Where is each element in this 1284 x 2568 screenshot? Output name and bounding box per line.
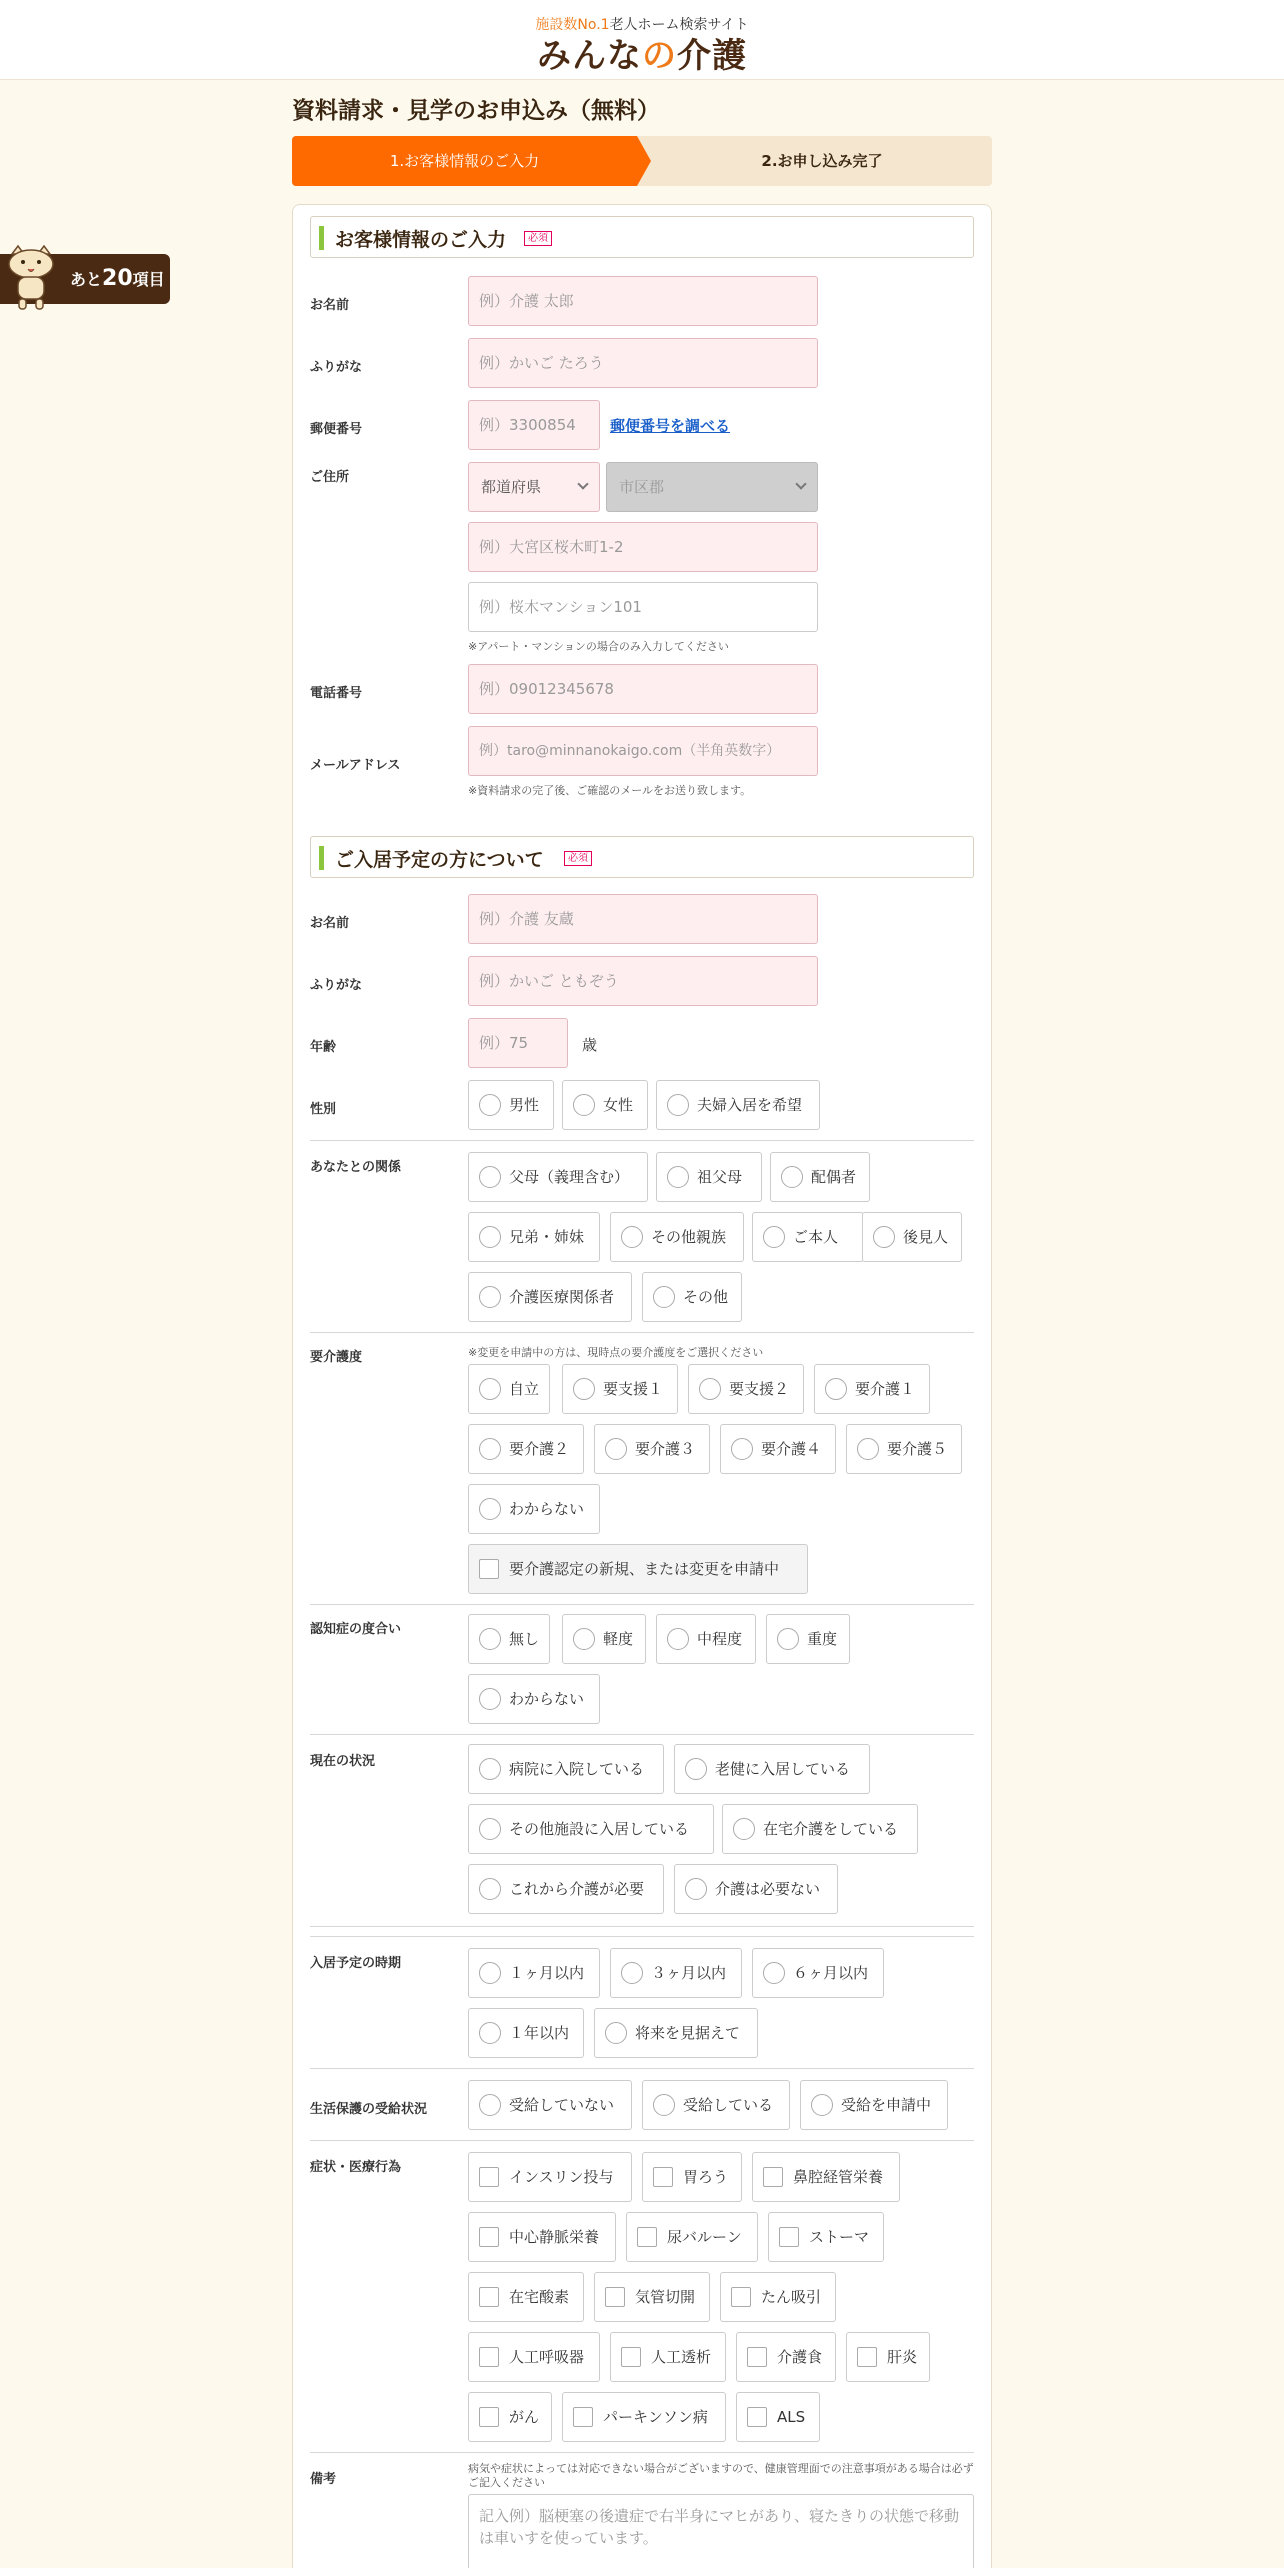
radio-icon[interactable] <box>857 1438 879 1460</box>
radio-icon[interactable] <box>479 1878 501 1900</box>
medical-checkbox[interactable]: 鼻腔経管栄養 <box>752 2152 900 2202</box>
mail-input[interactable]: 例）taro@minnanokaigo.com（半角英数字） <box>468 726 818 776</box>
relation-option[interactable]: その他親族 <box>610 1212 744 1262</box>
radio-icon[interactable] <box>733 1818 755 1840</box>
radio-icon[interactable] <box>653 1286 675 1308</box>
radio-icon[interactable] <box>605 2022 627 2044</box>
checkbox-icon[interactable] <box>747 2407 767 2427</box>
radio-icon[interactable] <box>781 1166 803 1188</box>
medical-checkbox[interactable]: 人工透析 <box>610 2332 726 2382</box>
checkbox-icon[interactable] <box>763 2167 783 2187</box>
label-current-status: 現在の状況 <box>310 1754 376 1769</box>
name-input[interactable]: 例）介護 太郎 <box>468 276 818 326</box>
radio-icon[interactable] <box>479 1628 501 1650</box>
radio-icon[interactable] <box>763 1962 785 1984</box>
sex-option[interactable]: 夫婦入居を希望 <box>656 1080 820 1130</box>
radio-icon[interactable] <box>667 1166 689 1188</box>
relation-option[interactable]: その他 <box>642 1272 742 1322</box>
label-name: お名前 <box>310 298 350 313</box>
radio-icon[interactable] <box>479 1688 501 1710</box>
checkbox-icon[interactable] <box>605 2287 625 2307</box>
radio-icon[interactable] <box>621 1226 643 1248</box>
radio-icon[interactable] <box>573 1628 595 1650</box>
welfare-option[interactable]: 受給している <box>642 2080 790 2130</box>
site-logo[interactable]: みんなの介護 <box>537 36 747 76</box>
section-accent <box>319 846 324 870</box>
age-input[interactable]: 例）75 <box>468 1018 568 1068</box>
relation-option[interactable]: 兄弟・姉妹 <box>468 1212 600 1262</box>
checkbox-icon[interactable] <box>731 2287 751 2307</box>
checkbox-icon[interactable] <box>857 2347 877 2367</box>
medical-checkbox[interactable]: 人工呼吸器 <box>468 2332 600 2382</box>
radio-icon[interactable] <box>685 1758 707 1780</box>
medical-checkbox[interactable]: たん吸引 <box>720 2272 836 2322</box>
radio-icon[interactable] <box>479 1166 501 1188</box>
remaining-items-badge: あと20項目 <box>0 254 170 304</box>
relation-option[interactable]: 祖父母 <box>656 1152 762 1202</box>
checkbox-icon[interactable] <box>621 2347 641 2367</box>
label-zip: 郵便番号 <box>310 422 363 437</box>
care-option[interactable]: 要介護３ <box>594 1424 710 1474</box>
label-resident-name: お名前 <box>310 916 350 931</box>
radio-icon[interactable] <box>699 1378 721 1400</box>
progress-steps <box>292 136 992 186</box>
zip-lookup-link[interactable]: 郵便番号を調べる <box>610 417 731 435</box>
checkbox-icon[interactable] <box>479 2227 499 2247</box>
relation-option[interactable]: 父母（義理含む） <box>468 1152 648 1202</box>
label-resident-kana: ふりがな <box>310 978 363 993</box>
divider <box>310 2140 974 2141</box>
radio-icon[interactable] <box>573 1378 595 1400</box>
sex-option[interactable]: 女性 <box>562 1080 648 1130</box>
label-remarks: 備考 <box>310 2472 337 2487</box>
label-address: ご住所 <box>310 470 350 485</box>
section-resident-info <box>310 836 974 878</box>
radio-icon[interactable] <box>731 1438 753 1460</box>
label-welfare: 生活保護の受給状況 <box>310 2102 428 2117</box>
care-option[interactable]: 要介護４ <box>720 1424 836 1474</box>
radio-icon[interactable] <box>479 1758 501 1780</box>
label-care-level: 要介護度 <box>310 1350 363 1365</box>
divider <box>310 1332 974 1333</box>
zip-input[interactable]: 例）3300854 <box>468 400 600 450</box>
cat-mascot-icon <box>4 244 58 310</box>
chevron-down-icon <box>795 478 806 489</box>
checkbox-icon[interactable] <box>479 1559 499 1579</box>
checkbox-icon[interactable] <box>653 2167 673 2187</box>
radio-icon[interactable] <box>479 2094 501 2116</box>
time-option[interactable]: ３ヶ月以内 <box>610 1948 742 1998</box>
care-option[interactable]: 要支援１ <box>562 1364 678 1414</box>
radio-icon[interactable] <box>685 1878 707 1900</box>
label-relation: あなたとの関係 <box>310 1160 402 1175</box>
label-age: 年齢 <box>310 1040 337 1055</box>
checkbox-icon[interactable] <box>573 2407 593 2427</box>
relation-option[interactable]: ご本人 <box>752 1212 864 1262</box>
checkbox-icon[interactable] <box>637 2227 657 2247</box>
dementia-option[interactable]: 軽度 <box>562 1614 646 1664</box>
step-arrow <box>637 136 651 186</box>
radio-icon[interactable] <box>479 1094 501 1116</box>
relation-option[interactable]: 後見人 <box>862 1212 962 1262</box>
required-badge: 必須 <box>564 851 592 866</box>
site-header <box>0 0 1284 80</box>
dementia-option[interactable]: 中程度 <box>656 1614 756 1664</box>
city-select[interactable]: 市区郡 <box>606 462 818 512</box>
radio-icon[interactable] <box>667 1628 689 1650</box>
checkbox-icon[interactable] <box>479 2347 499 2367</box>
radio-icon[interactable] <box>621 1962 643 1984</box>
label-dementia: 認知症の度合い <box>310 1622 402 1637</box>
page-title: 資料請求・見学のお申込み（無料） <box>292 98 660 124</box>
checkbox-icon[interactable] <box>747 2347 767 2367</box>
medical-checkbox[interactable]: インスリン投与 <box>468 2152 632 2202</box>
welfare-option[interactable]: 受給していない <box>468 2080 632 2130</box>
time-option[interactable]: １年以内 <box>468 2008 584 2058</box>
radio-icon[interactable] <box>777 1628 799 1650</box>
radio-icon[interactable] <box>811 2094 833 2116</box>
remarks-note: 病気や症状によっては対応できない場合がございますので、健康管理面での注意事項がある場合は必ずご記入ください <box>468 2462 974 2489</box>
radio-icon[interactable] <box>667 1094 689 1116</box>
radio-icon[interactable] <box>479 1818 501 1840</box>
radio-icon[interactable] <box>573 1094 595 1116</box>
divider <box>310 1926 974 1927</box>
status-option[interactable]: これから介護が必要 <box>468 1864 664 1914</box>
chevron-down-icon <box>577 478 588 489</box>
mail-note: ※資料請求の完了後、ご確認のメールをお送り致します。 <box>468 784 752 797</box>
remarks-textarea[interactable]: 記入例）脳梗塞の後遺症で右半身にマヒがあり、寝たきりの状態で移動は車いすを使っています。 <box>468 2494 974 2568</box>
time-option[interactable]: １ヶ月以内 <box>468 1948 600 1998</box>
radio-icon[interactable] <box>479 1962 501 1984</box>
time-option[interactable]: 将来を見据えて <box>594 2008 758 2058</box>
relation-option[interactable]: 介護医療関係者 <box>468 1272 632 1322</box>
checkbox-icon[interactable] <box>479 2407 499 2427</box>
section-title: ご入居予定の方について <box>335 849 544 871</box>
radio-icon[interactable] <box>479 1438 501 1460</box>
radio-icon[interactable] <box>873 1226 895 1248</box>
status-option[interactable]: 病院に入院している <box>468 1744 664 1794</box>
medical-checkbox[interactable]: パーキンソン病 <box>562 2392 726 2442</box>
sex-option[interactable]: 男性 <box>468 1080 554 1130</box>
care-applying-checkbox[interactable]: 要介護認定の新規、または変更を申請中 <box>468 1544 808 1594</box>
radio-icon[interactable] <box>763 1226 785 1248</box>
status-option[interactable]: 在宅介護をしている <box>722 1804 918 1854</box>
medical-checkbox[interactable]: 介護食 <box>736 2332 836 2382</box>
resident-kana-input[interactable]: 例）かいご ともぞう <box>468 956 818 1006</box>
medical-checkbox[interactable]: 中心静脈栄養 <box>468 2212 616 2262</box>
radio-icon[interactable] <box>479 1226 501 1248</box>
required-badge: 必須 <box>524 231 552 246</box>
care-option[interactable]: 要介護２ <box>468 1424 584 1474</box>
care-option[interactable]: 要支援２ <box>688 1364 804 1414</box>
welfare-option[interactable]: 受給を申請中 <box>800 2080 948 2130</box>
radio-icon[interactable] <box>653 2094 675 2116</box>
status-option[interactable]: その他施設に入居している <box>468 1804 714 1854</box>
care-option[interactable]: 要介護１ <box>814 1364 930 1414</box>
relation-option[interactable]: 配偶者 <box>770 1152 870 1202</box>
section-customer-info <box>310 216 974 258</box>
divider <box>310 2068 974 2069</box>
care-note: ※変更を申請中の方は、現時点の要介護度をご選択ください <box>468 1346 764 1359</box>
step-current: 1.お客様情報のご入力 <box>292 136 637 186</box>
medical-checkbox[interactable]: 在宅酸素 <box>468 2272 584 2322</box>
dementia-option[interactable]: わからない <box>468 1674 600 1724</box>
label-tel: 電話番号 <box>310 686 363 701</box>
label-move-in-time: 入居予定の時期 <box>310 1956 402 1971</box>
checkbox-icon[interactable] <box>479 2287 499 2307</box>
radio-icon[interactable] <box>825 1378 847 1400</box>
label-sex: 性別 <box>310 1102 337 1117</box>
medical-checkbox[interactable]: ストーマ <box>768 2212 884 2262</box>
label-medical: 症状・医療行為 <box>310 2160 402 2175</box>
care-option[interactable]: 要介護５ <box>846 1424 962 1474</box>
step-next: 2.お申し込み完了 <box>761 152 883 170</box>
address-note: ※アパート・マンションの場合のみ入力してください <box>468 640 729 653</box>
time-option[interactable]: ６ヶ月以内 <box>752 1948 884 1998</box>
tel-input[interactable]: 例）09012345678 <box>468 664 818 714</box>
care-option[interactable]: 自立 <box>468 1364 550 1414</box>
checkbox-icon[interactable] <box>479 2167 499 2187</box>
radio-icon[interactable] <box>479 1378 501 1400</box>
medical-checkbox[interactable]: 肝炎 <box>846 2332 930 2382</box>
medical-checkbox[interactable]: 胃ろう <box>642 2152 742 2202</box>
kana-input[interactable]: 例）かいご たろう <box>468 338 818 388</box>
divider <box>310 1604 974 1605</box>
site-tagline: 施設数No.1老人ホーム検索サイト <box>535 17 749 33</box>
radio-icon[interactable] <box>605 1438 627 1460</box>
divider <box>310 1140 974 1141</box>
label-kana: ふりがな <box>310 360 363 375</box>
resident-name-input[interactable]: 例）介護 友蔵 <box>468 894 818 944</box>
medical-checkbox[interactable]: ALS <box>736 2392 820 2442</box>
medical-checkbox[interactable]: がん <box>468 2392 552 2442</box>
divider <box>310 2452 974 2453</box>
dementia-option[interactable]: 無し <box>468 1614 550 1664</box>
divider <box>310 1936 974 1937</box>
care-option[interactable]: わからない <box>468 1484 600 1534</box>
dementia-option[interactable]: 重度 <box>766 1614 850 1664</box>
label-mail: メールアドレス <box>310 758 401 773</box>
radio-icon[interactable] <box>479 2022 501 2044</box>
prefecture-select[interactable]: 都道府県 <box>468 462 600 512</box>
checkbox-icon[interactable] <box>779 2227 799 2247</box>
age-unit: 歳 <box>582 1036 598 1054</box>
medical-checkbox[interactable]: 尿バルーン <box>626 2212 758 2262</box>
status-option[interactable]: 老健に入居している <box>674 1744 870 1794</box>
section-accent <box>319 226 324 250</box>
radio-icon[interactable] <box>479 1286 501 1308</box>
radio-icon[interactable] <box>479 1498 501 1520</box>
status-option[interactable]: 介護は必要ない <box>674 1864 838 1914</box>
address2-input[interactable]: 例）桜木マンション101 <box>468 582 818 632</box>
section-title: お客様情報のご入力 <box>335 229 507 251</box>
divider <box>310 1734 974 1735</box>
address1-input[interactable]: 例）大宮区桜木町1-2 <box>468 522 818 572</box>
medical-checkbox[interactable]: 気管切開 <box>594 2272 710 2322</box>
